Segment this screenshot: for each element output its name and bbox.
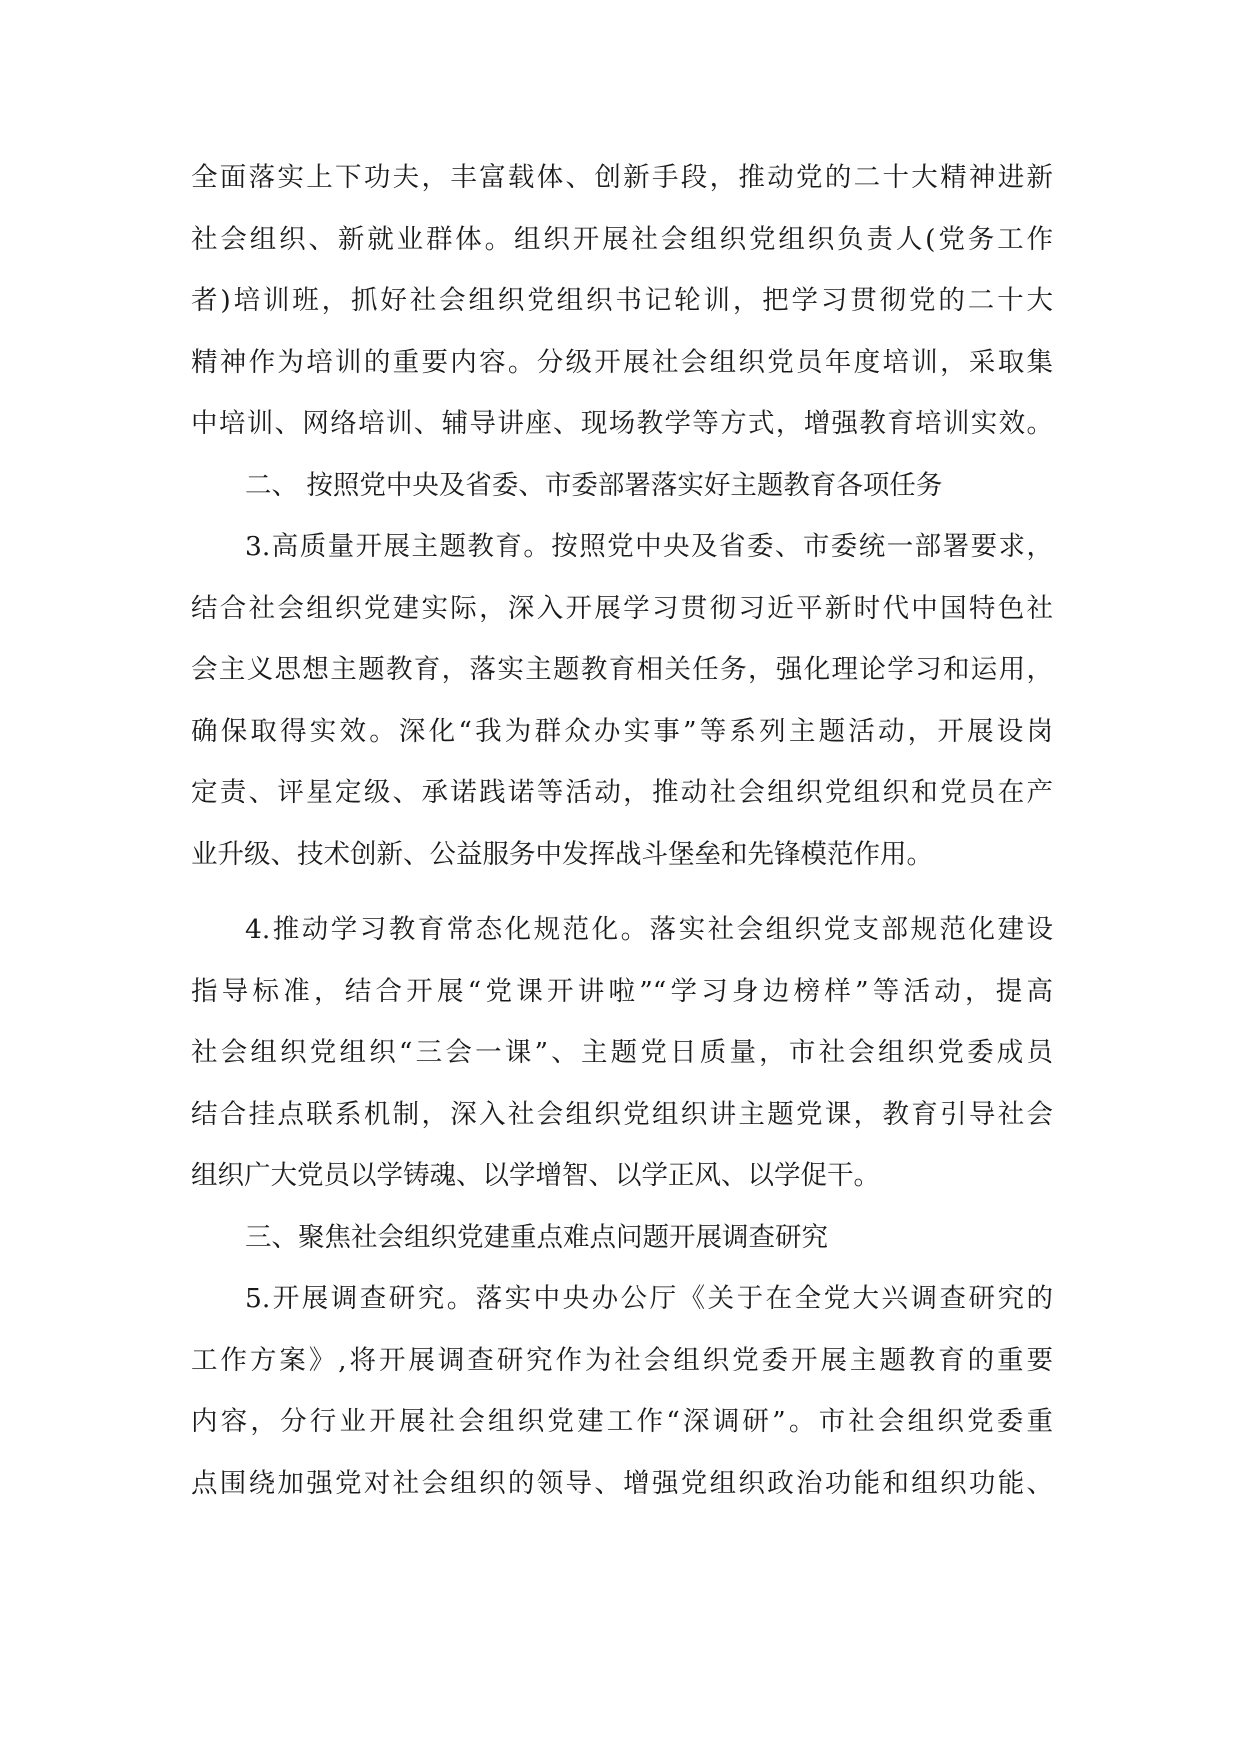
document-body	[191, 147, 1053, 1514]
paragraph-first-line: 4.推动学习教育常态化规范化。落实社会组织党支部规范化建设	[245, 914, 1053, 945]
paragraph-last-line: 组织广大党员以学铸魂、以学增智、以学正风、以学促干。	[191, 1160, 880, 1191]
text-line: 会主义思想主题教育，落实主题教育相关任务，强化理论学习和运用，	[191, 654, 1053, 685]
paragraph-last-line: 业升级、技术创新、公益服务中发挥战斗堡垒和先锋模范作用。	[191, 838, 933, 870]
text-line: 全面落实上下功夫，丰富载体、创新手段，推动党的二十大精神进新	[191, 162, 1053, 193]
text-line: 点围绕加强党对社会组织的领导、增强党组织政治功能和组织功能、	[191, 1467, 1053, 1499]
section-heading: 三、聚焦社会组织党建重点难点问题开展调查研究	[245, 1221, 828, 1253]
text-line: 指导标准，结合开展“党课开讲啦”“学习身边榜样”等活动，提高	[191, 975, 1053, 1007]
text-line: 结合挂点联系机制，深入社会组织党组织讲主题党课，教育引导社会	[191, 1098, 1053, 1130]
text-line: 工作方案》,将开展调查研究作为社会组织党委开展主题教育的重要	[191, 1344, 1053, 1376]
text-line: 社会组织、新就业群体。组织开展社会组织党组织负责人(党务工作	[191, 223, 1053, 255]
text-line: 确保取得实效。深化“我为群众办实事”等系列主题活动，开展设岗	[191, 715, 1053, 747]
text-line: 内容，分行业开展社会组织党建工作“深调研”。市社会组织党委重	[191, 1406, 1053, 1437]
paragraph-first-line: 3.高质量开展主题教育。按照党中央及省委、市委统一部署要求，	[245, 531, 1053, 562]
text-line: 者)培训班，抓好社会组织党组织书记轮训，把学习贯彻党的二十大	[191, 285, 1053, 316]
text-line: 精神作为培训的重要内容。分级开展社会组织党员年度培训，采取集	[191, 346, 1053, 378]
text-line: 结合社会组织党建实际，深入开展学习贯彻习近平新时代中国特色社	[191, 592, 1053, 624]
text-line: 中培训、网络培训、辅导讲座、现场教学等方式，增强教育培训实效。	[191, 408, 1053, 439]
section-heading: 二、 按照党中央及省委、市委部署落实好主题教育各项任务	[245, 469, 943, 501]
paragraph-first-line: 5.开展调查研究。落实中央办公厅《关于在全党大兴调查研究的	[245, 1283, 1053, 1314]
paragraph-gap	[191, 885, 1053, 899]
text-line: 社会组织党组织“三会一课”、主题党日质量，市社会组织党委成员	[191, 1037, 1053, 1068]
text-line: 定责、评星定级、承诺践诺等活动，推动社会组织党组织和党员在产	[191, 777, 1053, 808]
